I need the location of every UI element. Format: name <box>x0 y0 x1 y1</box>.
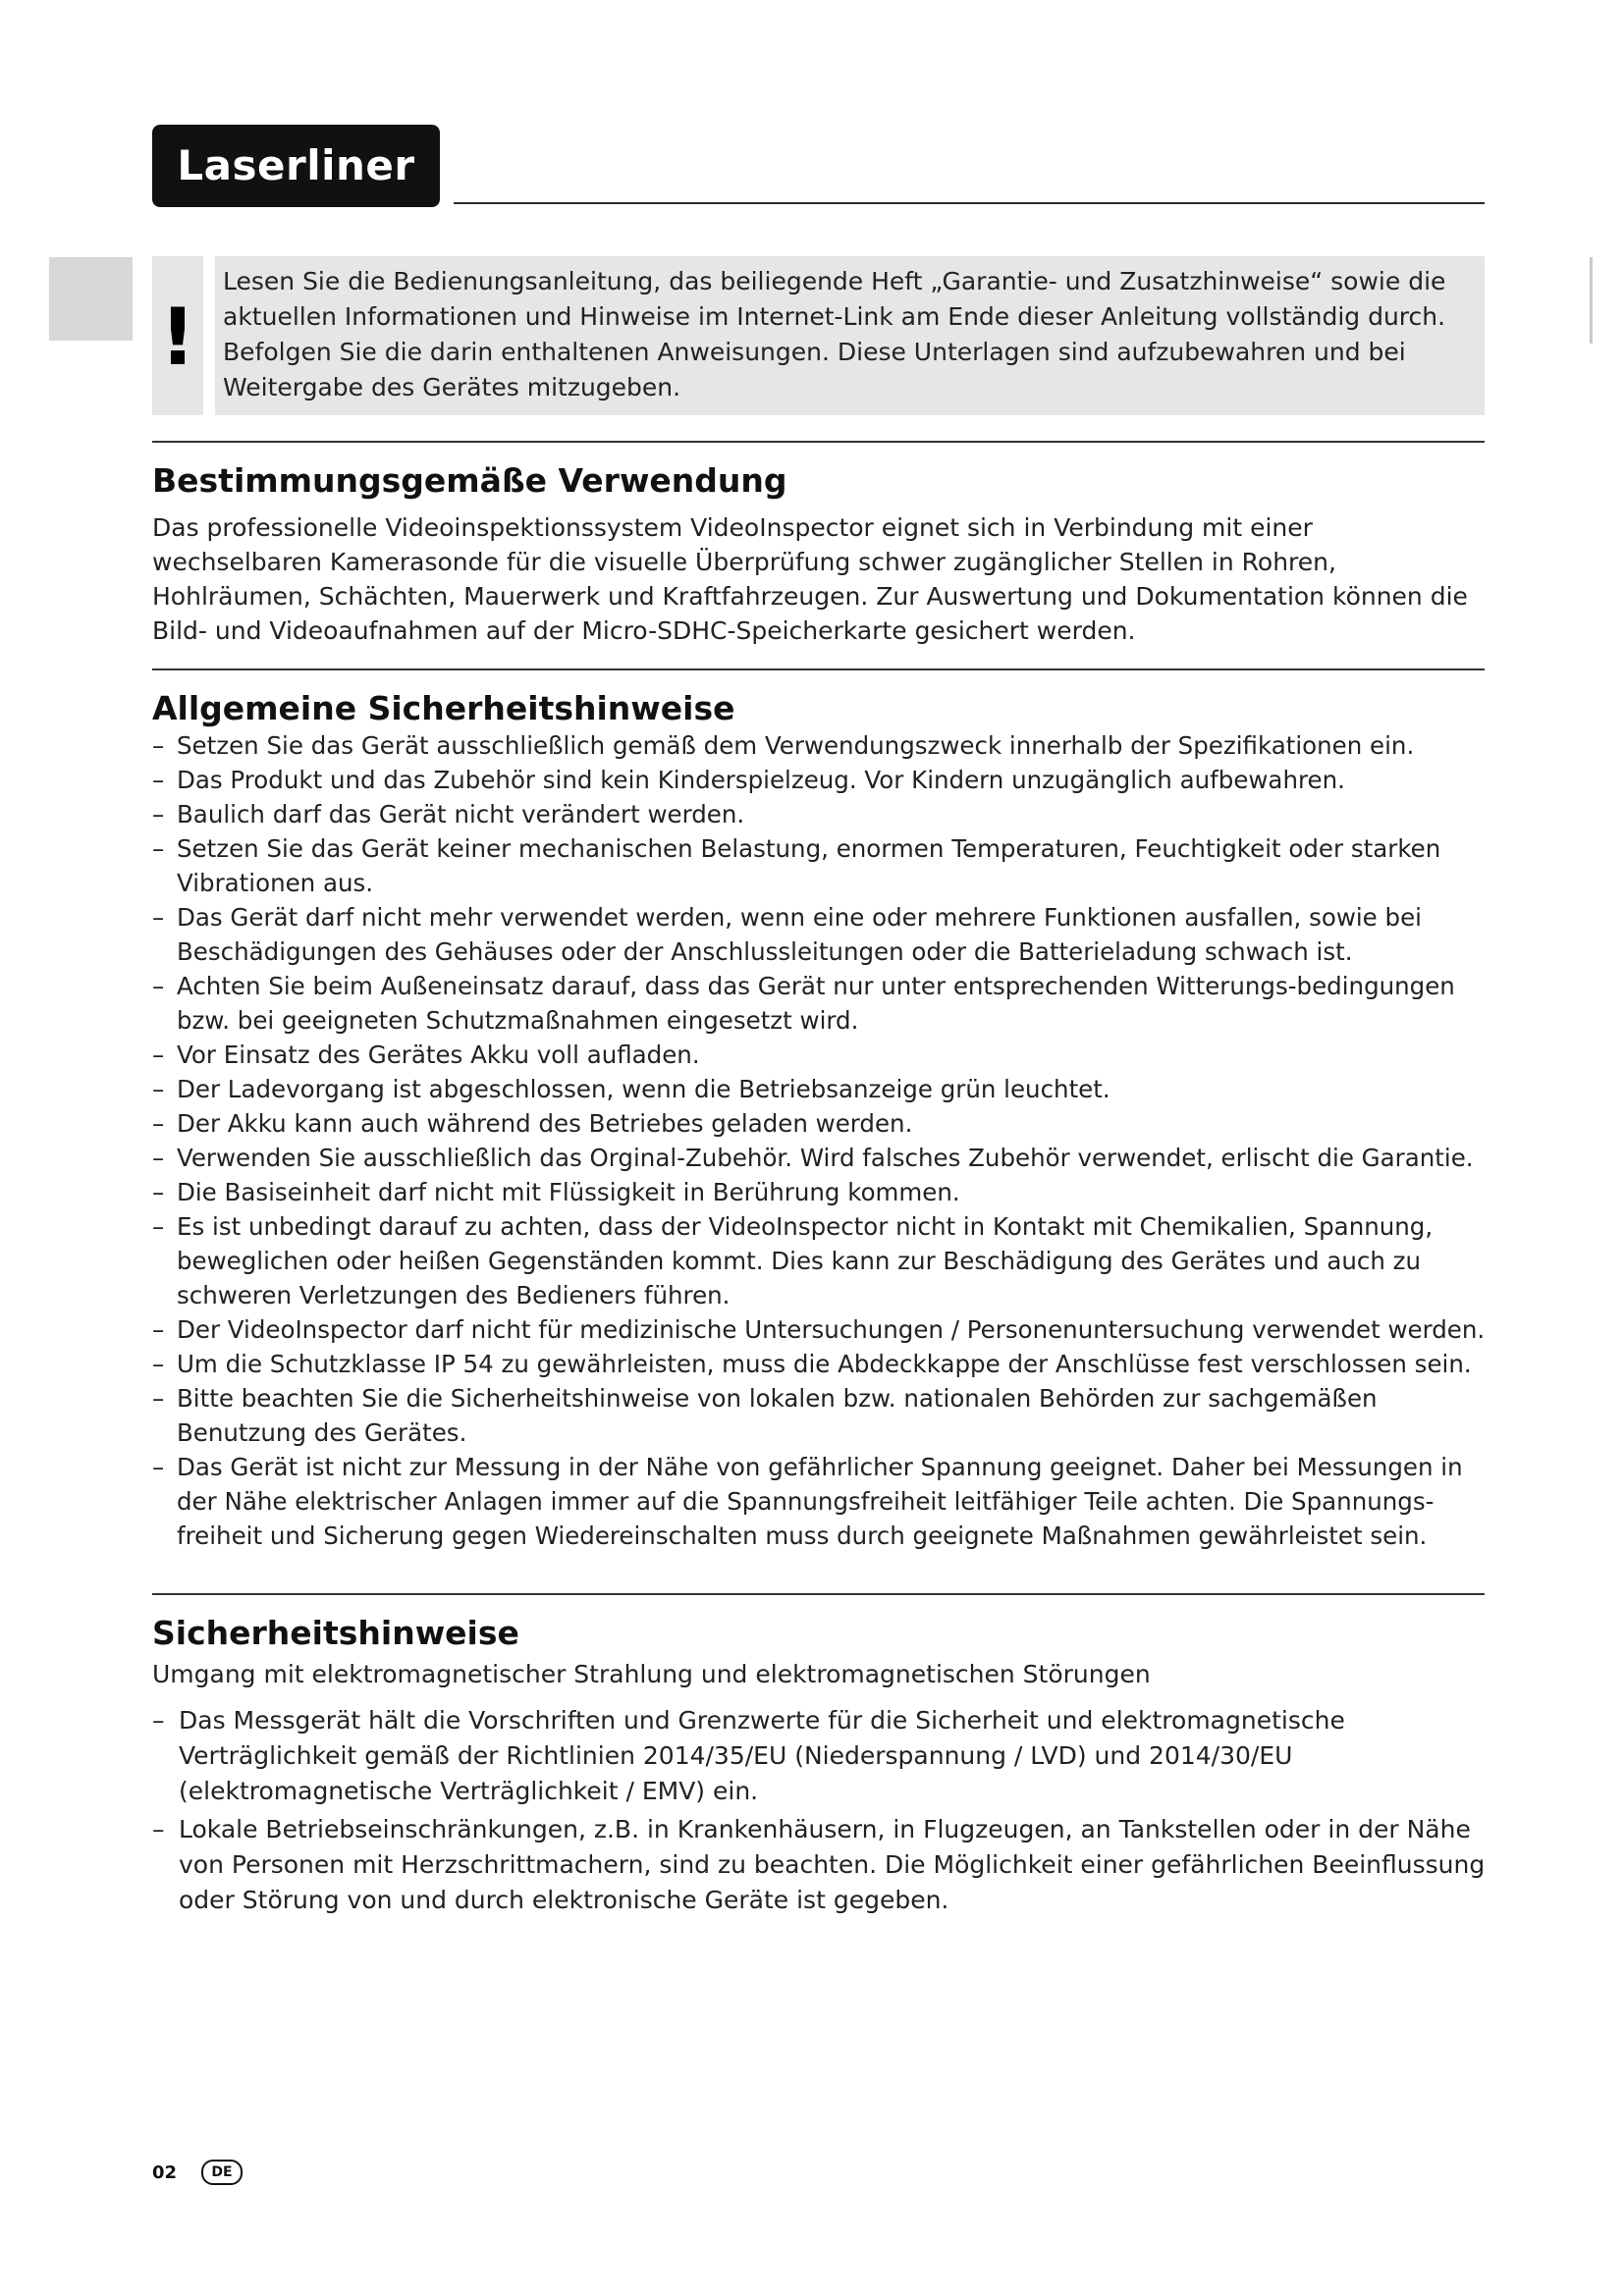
section-rule <box>152 1593 1485 1595</box>
list-item: – Verwenden Sie ausschließlich das Orginal-Zubehör. Wird falsches Zubehör verwendet, erlischt die Garantie. <box>152 1144 1474 1172</box>
page-number: 02 <box>152 2163 178 2183</box>
heading-intended-use: Bestimmungsgemäße Verwendung <box>152 461 787 500</box>
notice-box <box>152 256 1485 415</box>
page-edge-marker <box>1590 257 1593 344</box>
notice-text: Lesen Sie die Bedienungsanleitung, das beiliegende Heft „Garantie- und Zusatzhinweise“ sowie die aktuellen Informationen und Hinweise im Internet-Link am Ende dieser Anleitung vollständig durch. Befolgen Sie die darin enthaltenen Anweisungen. Diese Unterlagen sind aufzubewahren und bei Weitergabe des Gerätes mitzugeben. <box>223 267 1446 401</box>
language-side-tab <box>49 257 133 341</box>
list-item: – Das Gerät ist nicht zur Messung in der Nähe von gefährlicher Spannung geeignet. Daher bei Messungen in der Nähe elektrischer Anlagen immer auf die Spannungsfreiheit leitfähiger Teile achten. Die Spannungs-freiheit und Sicherung gegen Wiedereinschalten muss durch geeignete Maßnahmen gewährleistet sein. <box>152 1453 1463 1550</box>
list-item: – Setzen Sie das Gerät ausschließlich gemäß dem Verwendungszweck innerhalb der Spezifikationen ein. <box>152 731 1415 760</box>
list-item: – Der Ladevorgang ist abgeschlossen, wenn die Betriebsanzeige grün leuchtet. <box>152 1075 1110 1103</box>
section-rule <box>152 668 1485 670</box>
language-badge: DE <box>201 2160 243 2185</box>
section-rule <box>152 441 1485 443</box>
list-item: – Um die Schutzklasse IP 54 zu gewährleisten, muss die Abdeckkappe der Anschlüsse fest verschlossen sein. <box>152 1350 1472 1378</box>
warning-icon <box>152 256 203 415</box>
list-item: – Vor Einsatz des Gerätes Akku voll aufladen. <box>152 1041 700 1069</box>
list-item: – Bitte beachten Sie die Sicherheitshinweise von lokalen bzw. nationalen Behörden zur sachgemäßen Benutzung des Gerätes. <box>152 1384 1378 1447</box>
list-item: – Die Basiseinheit darf nicht mit Flüssigkeit in Berührung kommen. <box>152 1178 960 1206</box>
exclamation-mark: ! <box>159 292 196 383</box>
list-item: – Das Messgerät hält die Vorschriften und Grenzwerte für die Sicherheit und elektromagnetische Verträglichkeit gemäß der Richtlinien 2014/35/EU (Niederspannung / LVD) und 2014/30/EU (elektromagnetische Verträglichkeit / EMV) ein. <box>152 1706 1345 1805</box>
list-item: – Achten Sie beim Außeneinsatz darauf, dass das Gerät nur unter entsprechenden Witterungs-bedingungen bzw. bei geeigneten Schutzmaßnahmen eingesetzt wird. <box>152 972 1455 1035</box>
list-item: – Baulich darf das Gerät nicht verändert werden. <box>152 800 745 828</box>
laserliner-logo: Laserliner <box>152 125 440 207</box>
list-item: – Lokale Betriebseinschränkungen, z.B. in Krankenhäusern, in Flugzeugen, an Tankstellen oder in der Nähe von Personen mit Herzschrittmachern, sind zu beachten. Die Möglichkeit einer gefährlichen Beeinflussung oder Störung von und durch elektronische Geräte ist gegeben. <box>152 1815 1486 1914</box>
list-item: – Setzen Sie das Gerät keiner mechanischen Belastung, enormen Temperaturen, Feuchtigkeit oder starken Vibrationen aus. <box>152 834 1441 897</box>
notice-divider <box>203 256 215 415</box>
list-item: – Der VideoInspector darf nicht für medizinische Untersuchungen / Personenuntersuchung verwendet werden. <box>152 1315 1486 1344</box>
safety-list <box>152 1703 1488 1921</box>
list-item: – Der Akku kann auch während des Betriebes geladen werden. <box>152 1109 913 1138</box>
list-item: – Das Produkt und das Zubehör sind kein Kinderspielzeug. Vor Kindern unzugänglich aufbewahren. <box>152 766 1345 794</box>
list-item: – Es ist unbedingt darauf zu achten, dass der VideoInspector nicht in Kontakt mit Chemikalien, Spannung, beweglichen oder heißen Gegenständen kommt. Dies kann zur Beschädigung des Gerätes und auch zu schweren Verletzungen des Bedieners führen. <box>152 1212 1434 1309</box>
intended-use-text: Das professionelle Videoinspektionssystem VideoInspector eignet sich in Verbindung mit einer wechselbaren Kamerasonde für die visuelle Überprüfung schwer zugänglicher Stellen in Rohren, Hohlräumen, Schächten, Mauerwerk und Kraftfahrzeugen. Zur Auswertung und Dokumentation können die Bild- und Videoaufnahmen auf der Micro-SDHC-Speicherkarte gesichert werden. <box>152 513 1468 645</box>
header-rule <box>454 202 1485 204</box>
list-item: – Das Gerät darf nicht mehr verwendet werden, wenn eine oder mehrere Funktionen ausfallen, sowie bei Beschädigungen des Gehäuses oder der Anschlussleitungen oder die Batterieladung schwach ist. <box>152 903 1422 966</box>
heading-safety: Sicherheitshinweise <box>152 1614 519 1652</box>
general-safety-list <box>152 728 1492 1553</box>
heading-general-safety: Allgemeine Sicherheitshinweise <box>152 689 735 727</box>
safety-subtitle: Umgang mit elektromagnetischer Strahlung und elektromagnetischen Störungen <box>152 1660 1151 1688</box>
